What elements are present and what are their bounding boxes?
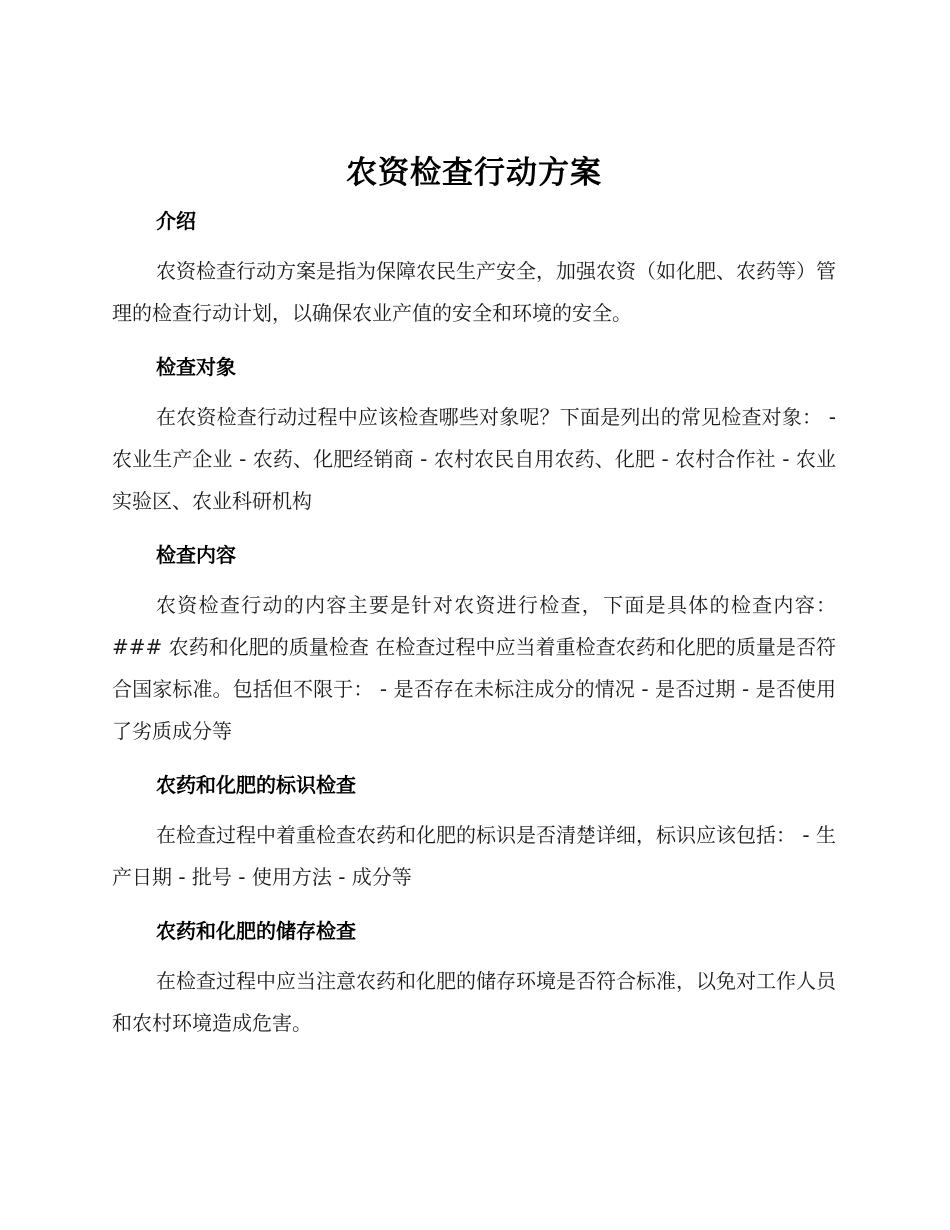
section-heading: 农药和化肥的标识检查 — [156, 773, 356, 797]
document-page — [112, 150, 836, 1044]
section-paragraph: 在检查过程中着重检查农药和化肥的标识是否清楚详细，标识应该包括： - 生产日期 - 批号 - 使用方法 - 成分等 — [112, 823, 836, 889]
section-label-inspection — [112, 770, 836, 898]
section-paragraph: 在检查过程中应当注意农药和化肥的储存环境是否符合标准，以免对工作人员和农村环境造成危害。 — [112, 969, 836, 1035]
document-title: 农资检查行动方案 — [346, 155, 602, 191]
section-heading: 检查对象 — [156, 355, 236, 379]
section-paragraph: 农资检查行动的内容主要是针对农资进行检查，下面是具体的检查内容： ### 农药和化肥的质量检查 在检查过程中应当着重检查农药和化肥的质量是否符合国家标准。包括但不限于： - 是否存在未标注成分的情况 - 是否过期 - 是否使用了劣质成分等 — [112, 593, 836, 743]
section-heading: 介绍 — [156, 209, 196, 233]
section-intro — [112, 206, 836, 334]
section-heading: 农药和化肥的储存检查 — [156, 919, 356, 943]
section-paragraph: 农资检查行动方案是指为保障农民生产安全，加强农资（如化肥、农药等）管理的检查行动计划，以确保农业产值的安全和环境的安全。 — [112, 259, 836, 325]
section-inspection-targets — [112, 352, 836, 522]
section-storage-inspection — [112, 916, 836, 1044]
section-heading: 检查内容 — [156, 543, 236, 567]
section-paragraph: 在农资检查行动过程中应该检查哪些对象呢？下面是列出的常见检查对象： - 农业生产企业 - 农药、化肥经销商 - 农村农民自用农药、化肥 - 农村合作社 - 农业实验区、农业科研机构 — [112, 405, 836, 513]
section-inspection-content — [112, 540, 836, 752]
